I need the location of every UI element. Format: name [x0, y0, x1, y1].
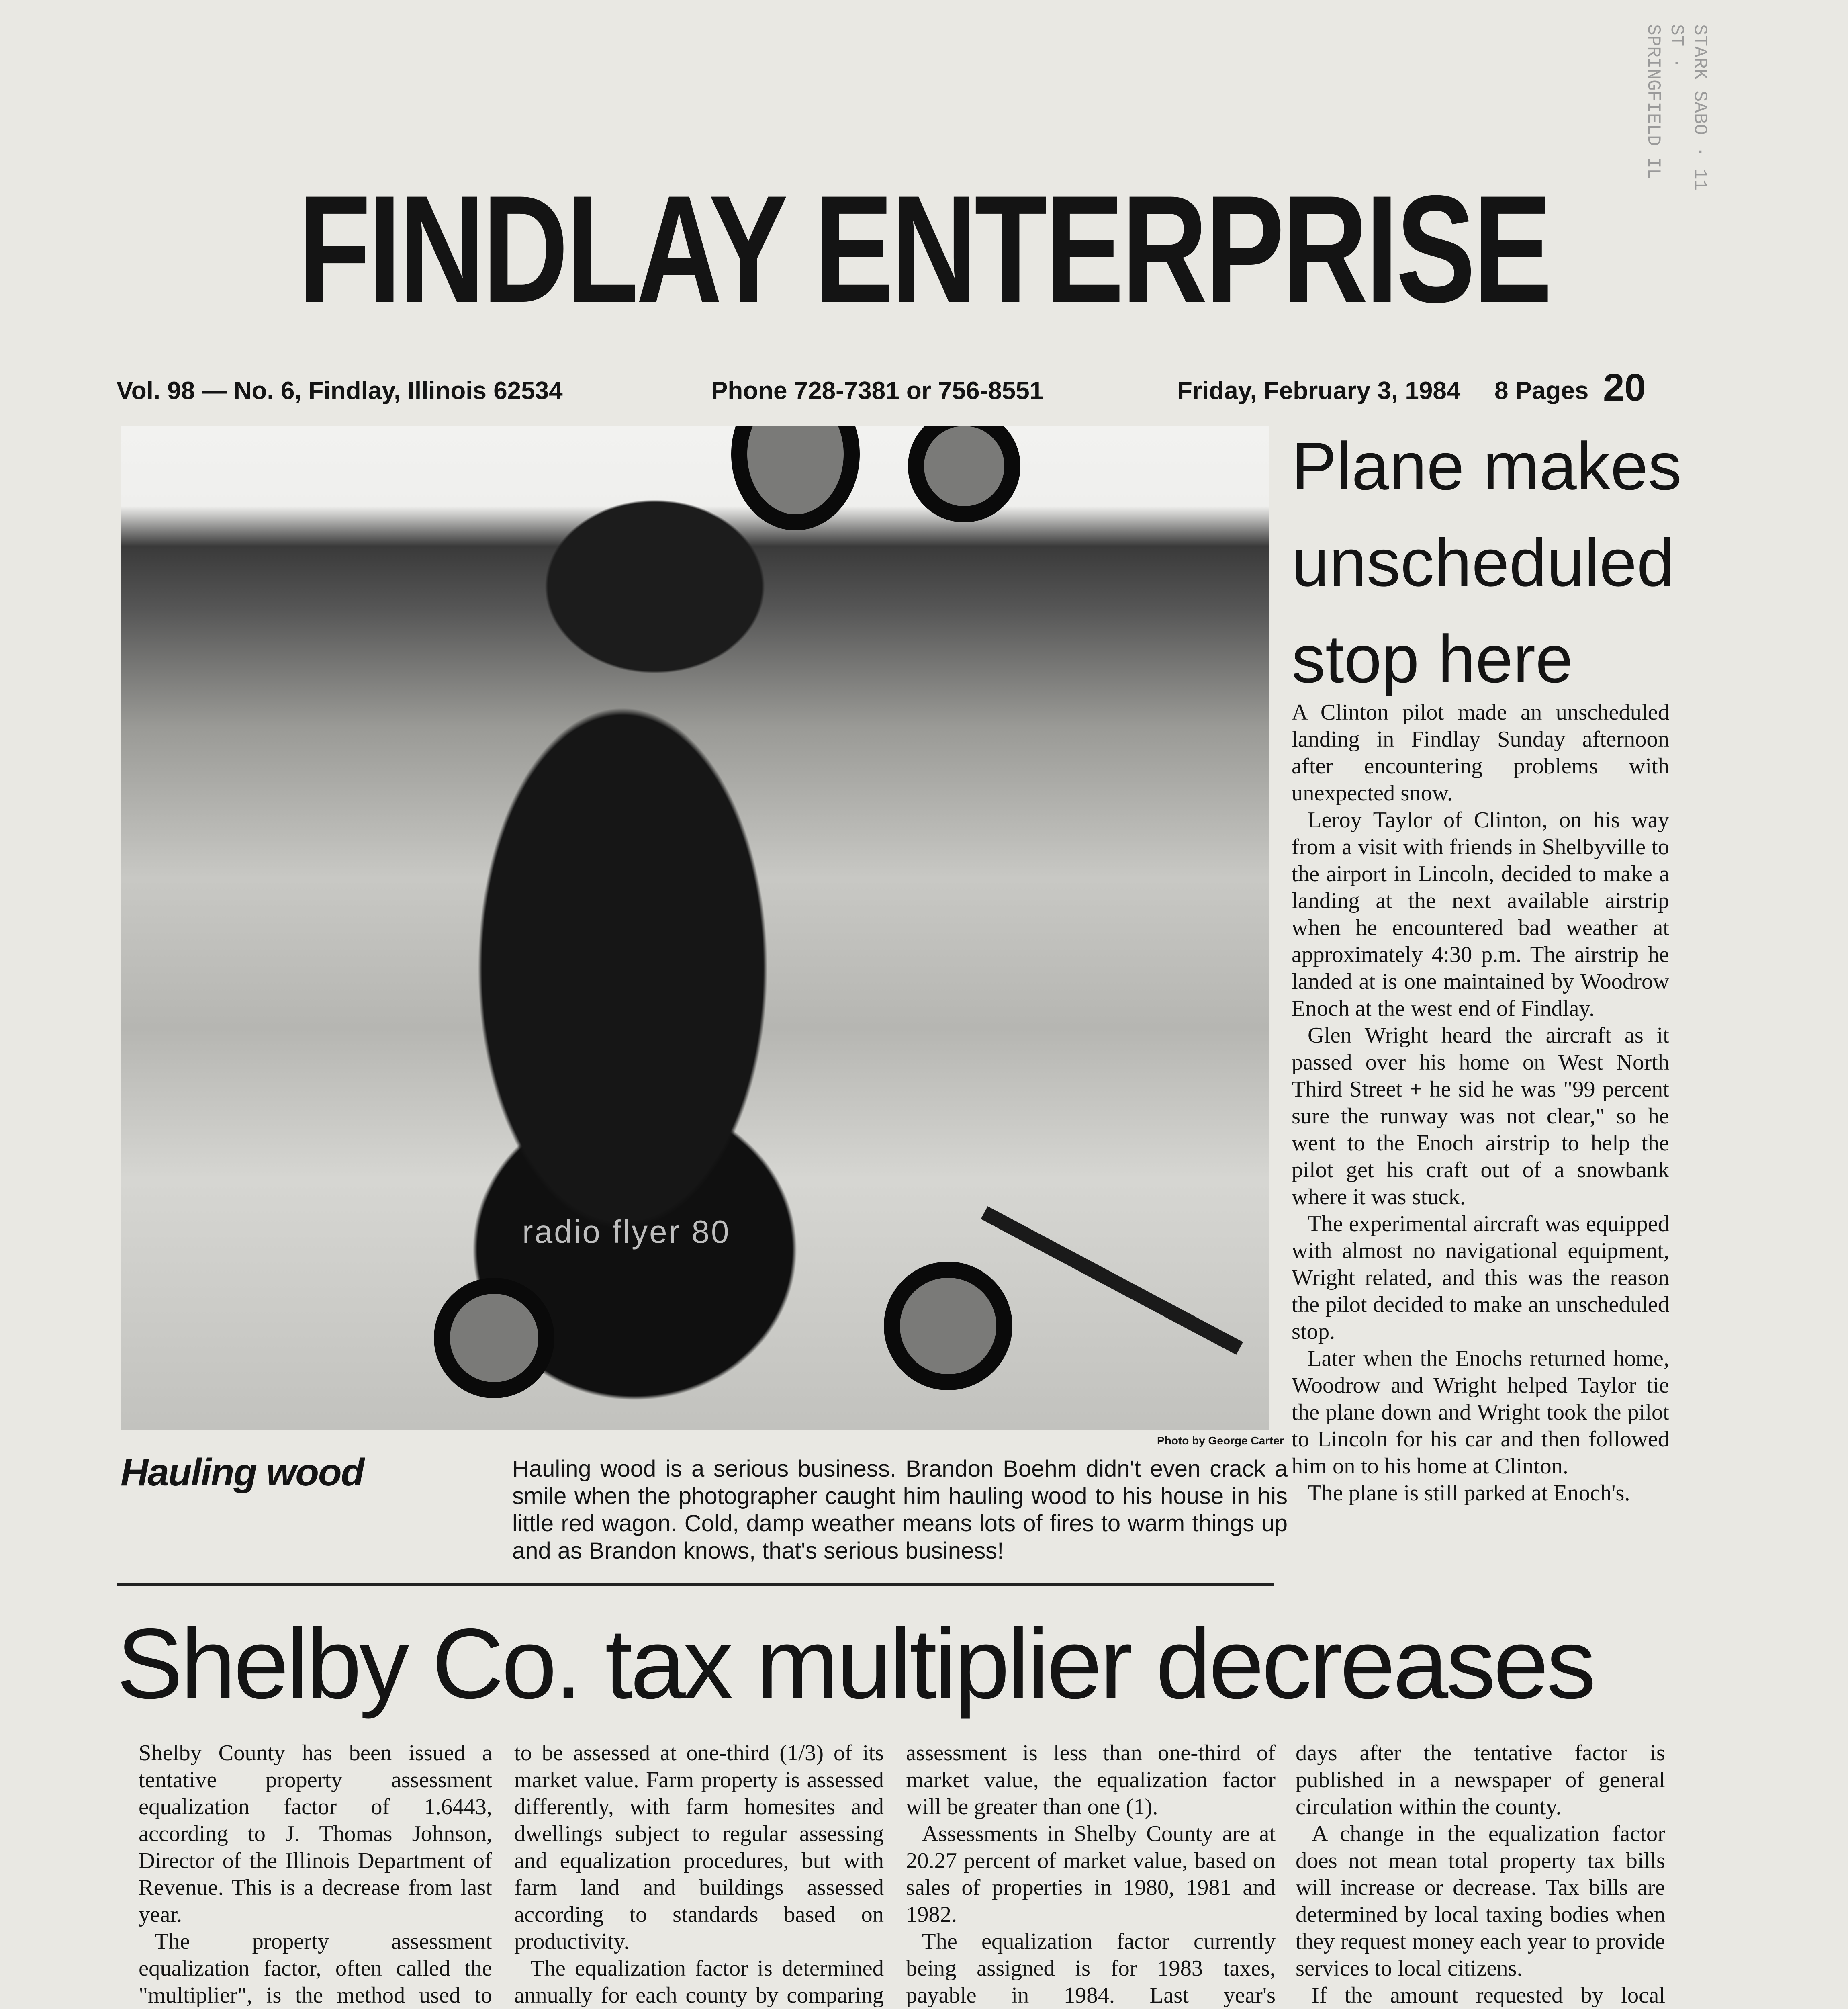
article-paragraph: days after the tentative factor is published in a newspaper of general circulation within the county. [1296, 1741, 1665, 1819]
shelby-column-1 [139, 1740, 492, 2009]
issue-info-line [117, 366, 1646, 413]
tricycle-wheel [908, 426, 1020, 522]
plane-headline-line: Plane makes [1292, 428, 1682, 504]
article-paragraph: Assessments in Shelby County are at 20.27 percent of market value, based on sales of properties in 1980, 1981 and 1982. [906, 1821, 1276, 1927]
front-page-photo [121, 426, 1269, 1430]
wagon-wheel [884, 1262, 1012, 1390]
library-stamp: STARK SABO · 11 ST · SPRINGFIELD IL [1643, 24, 1710, 191]
article-paragraph: Leroy Taylor of Clinton, on his way from a visit with friends in Shelbyville to the airport in Lincoln, decided to make a landing at the next available airstrip when he encountered bad weather at approximately 4:30 p.m. The airstrip he landed at is one maintained by Woodrow Enoch at the west end of Findlay. [1292, 808, 1669, 1021]
photo-caption-label: Hauling wood [121, 1451, 364, 1494]
article-paragraph: to be assessed at one-third (1/3) of its market value. Farm property is assessed differently, with farm homesites and dwellings subject to regular assessing and equalization procedures, but with farm land and buildings assessed according to standards based on productivity. [514, 1741, 884, 1954]
page-count: 8 Pages [1494, 377, 1589, 405]
shelby-headline: Shelby Co. tax multiplier decreases [117, 1608, 1594, 1719]
article-paragraph: A Clinton pilot made an unscheduled landing in Findlay Sunday afternoon after encountering problems with unexpected snow. [1292, 700, 1669, 806]
wagon-handle [981, 1206, 1243, 1355]
wagon-wheel [434, 1278, 554, 1398]
section-divider [117, 1583, 1274, 1586]
article-paragraph: If the amount requested by local [1312, 1983, 1665, 2008]
phone-info: Phone 728-7381 or 756-8551 [711, 377, 1044, 405]
plane-article [1292, 699, 1669, 1507]
plane-headline [1292, 418, 1693, 707]
article-paragraph: The property assessment equalization factor, often called the "multiplier", is the method used to [139, 1929, 492, 2008]
plane-headline-line: stop here [1292, 621, 1573, 697]
shelby-column-4 [1296, 1740, 1665, 2009]
article-paragraph: The experimental aircraft was equipped with almost no navigational equipment, Wright related, and this was the reason the pilot decided to make an unscheduled stop. [1292, 1211, 1669, 1344]
wagon-lettering: radio flyer 80 [522, 1214, 731, 1250]
article-paragraph: The equalization factor is determined annually for each county by comparing [514, 1956, 884, 2008]
article-paragraph: A change in the equalization factor does not mean total property tax bills will increase or decrease. Tax bills are determined by local taxing bodies when they request money each year to provide services to local citizens. [1296, 1821, 1665, 1981]
volume-info: Vol. 98 — No. 6, Findlay, Illinois 62534 [117, 377, 563, 405]
tricycle-wheel [731, 426, 860, 530]
article-paragraph: Shelby County has been issued a tentative property assessment equalization factor of 1.6443, according to J. Thomas Johnson, Director of the Illinois Department of Revenue. This is a decrease from last year. [139, 1741, 492, 1927]
issue-date: Friday, February 3, 1984 [1177, 377, 1461, 405]
shelby-column-3 [906, 1740, 1276, 2009]
price: 20 [1603, 366, 1646, 409]
photo-caption: Hauling wood is a serious business. Brandon Boehm didn't even crack a smile when the photographer caught him hauling wood to his house in his little red wagon. Cold, damp weather means lots of fires to warm things up and as Brandon knows, that's serious business! [512, 1456, 1288, 1564]
article-paragraph: assessment is less than one-third of market value, the equalization factor will be greater than one (1). [906, 1741, 1276, 1819]
shelby-column-2 [514, 1740, 884, 2009]
article-paragraph: The plane is still parked at Enoch's. [1308, 1481, 1630, 1506]
article-paragraph: Glen Wright heard the aircraft as it passed over his home on West North Third Street + he sid he was "99 percent sure the runway was not clear," so he went to the Enoch airstrip to help the pilot get his craft out of a snowbank where it was stuck. [1292, 1023, 1669, 1209]
plane-headline-line: unscheduled [1292, 525, 1674, 600]
photo-credit: Photo by George Carter [1157, 1434, 1284, 1447]
article-paragraph: The equalization factor currently being assigned is for 1983 taxes, payable in 1984. Last year's [906, 1929, 1276, 2008]
article-paragraph: Later when the Enochs returned home, Woodrow and Wright helped Taylor tie the plane down and Wright took the pilot to Lincoln for his car and then followed him on to his home at Clinton. [1292, 1346, 1669, 1479]
masthead-title: FINDLAY ENTERPRISE [298, 164, 1550, 334]
